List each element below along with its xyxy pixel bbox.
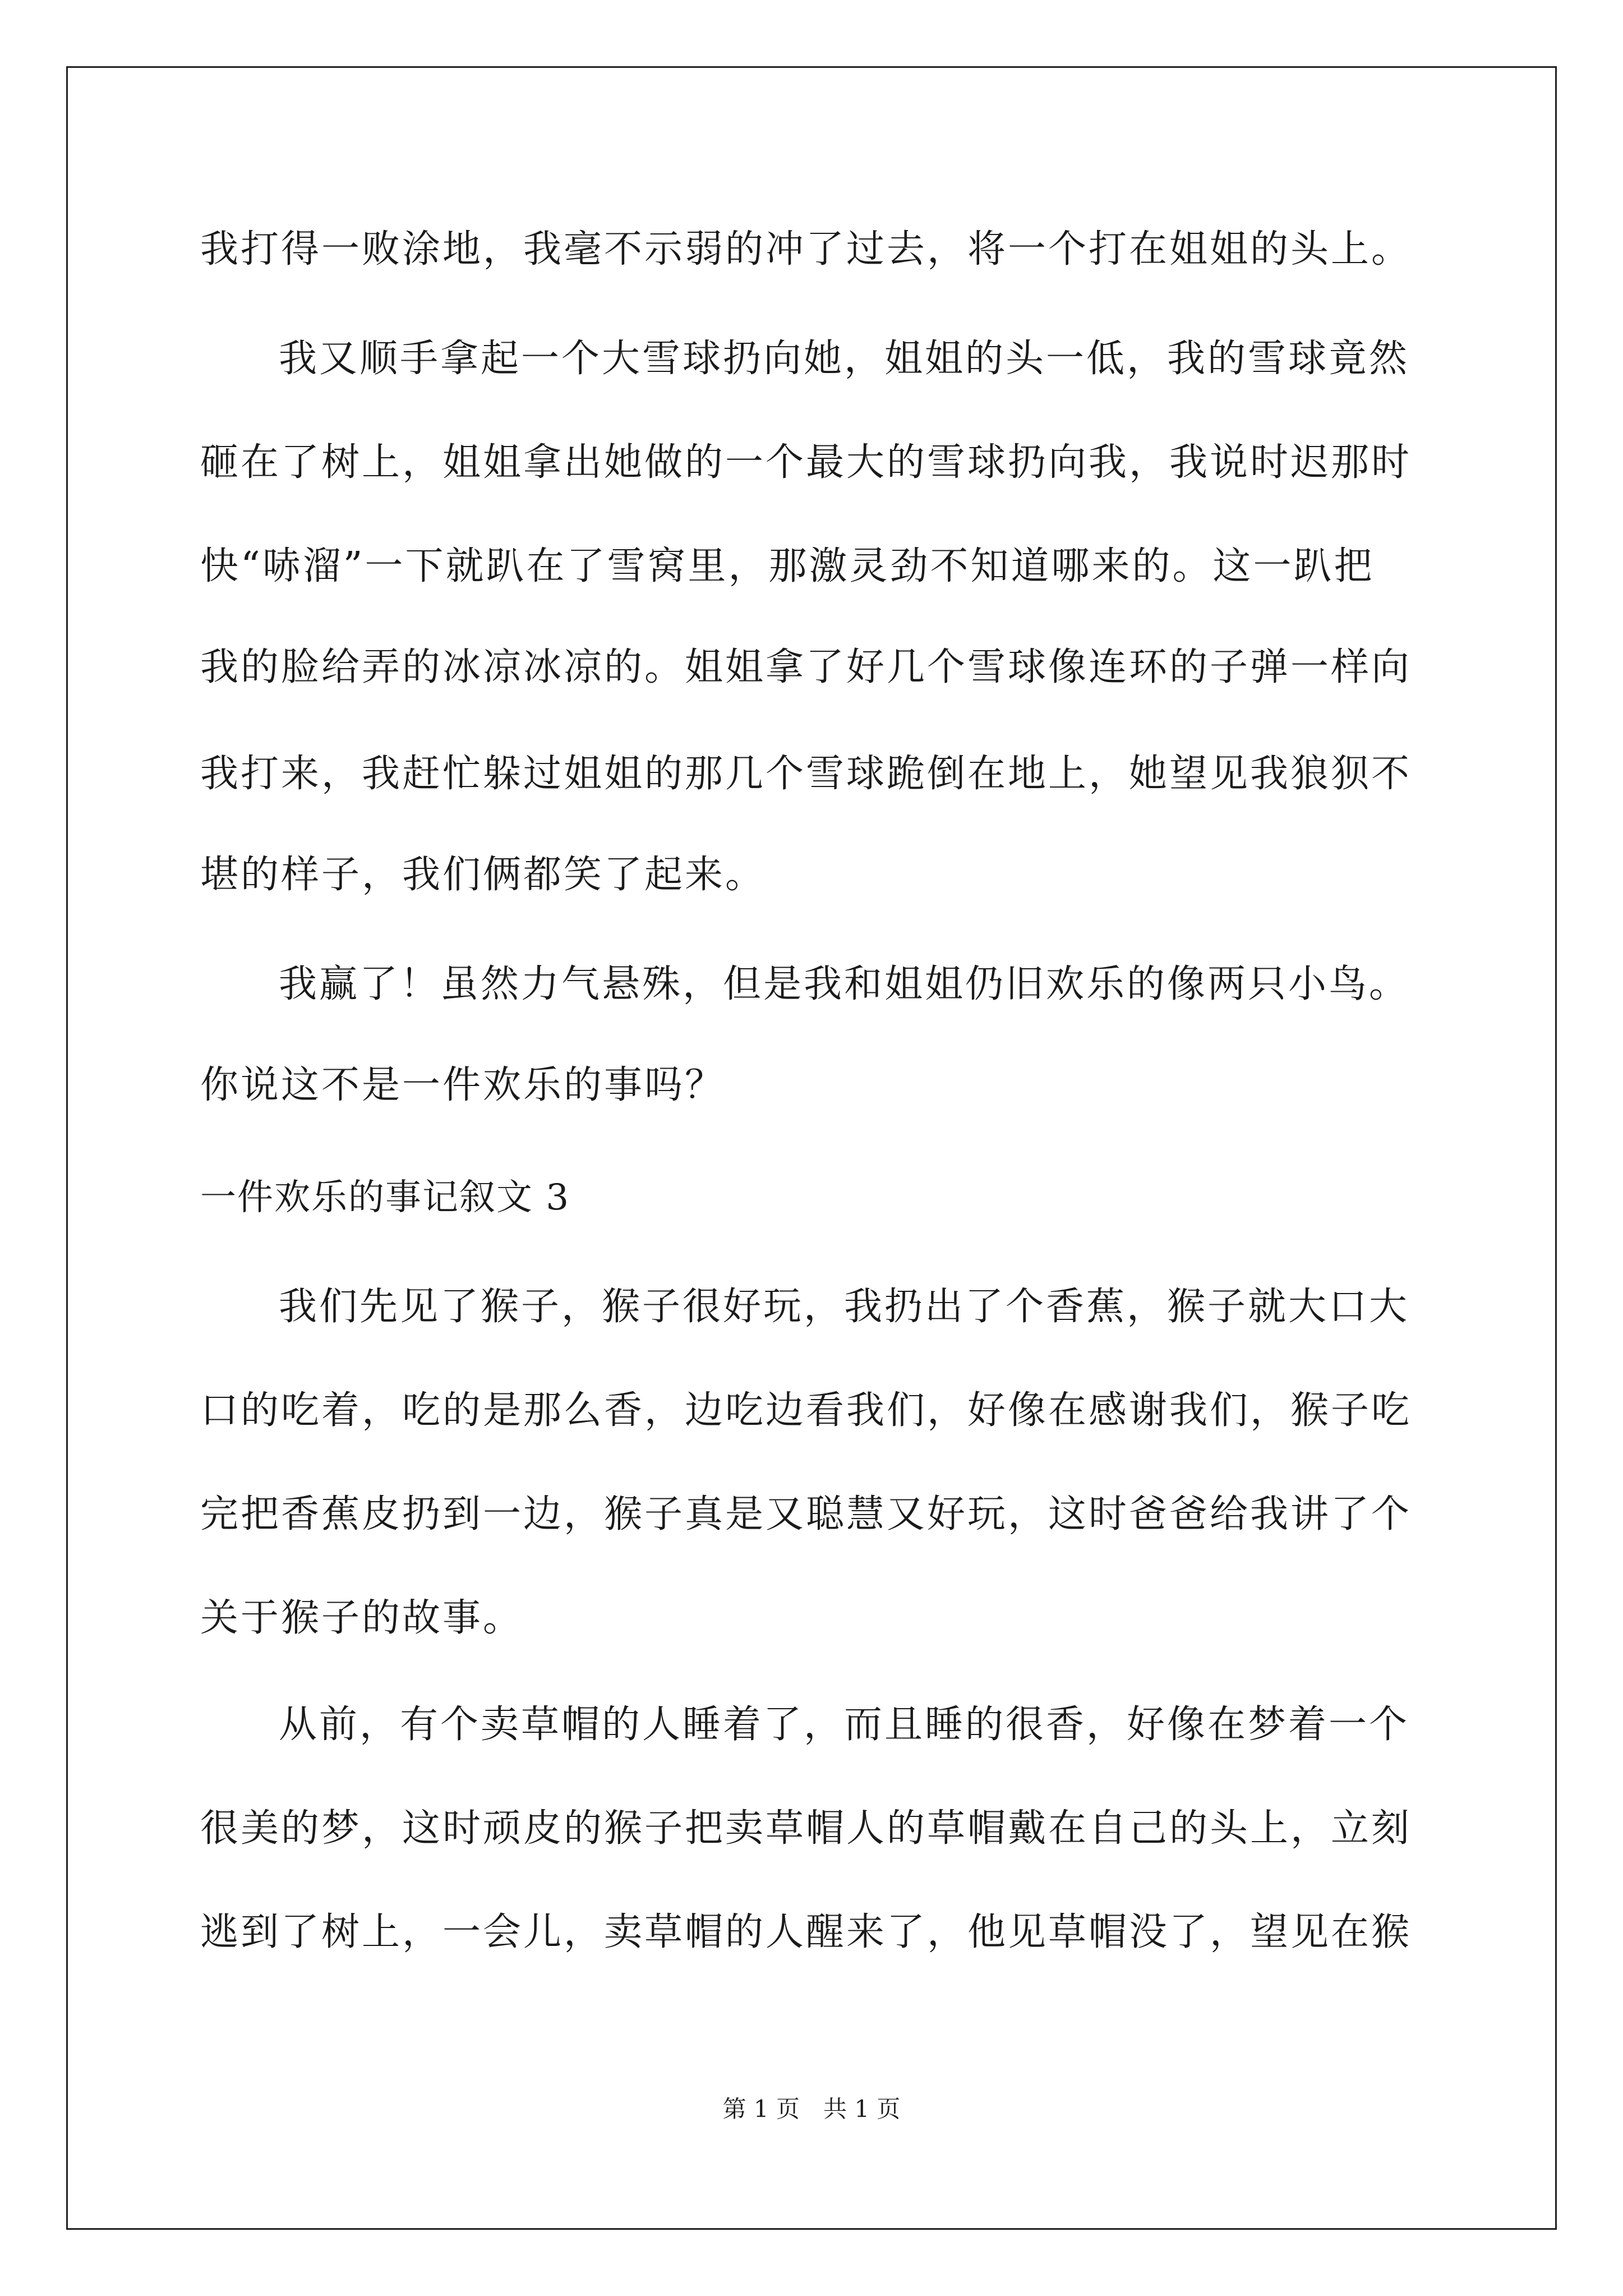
body-line: 你说这不是一件欢乐的事吗？ bbox=[200, 1063, 726, 1107]
body-line: 我打得一败涂地，我毫不示弱的冲了过去，将一个打在姐姐的头上。 bbox=[200, 227, 1412, 272]
body-line: 我的脸给弄的冰凉冰凉的。姐姐拿了好几个雪球像连环的子弹一样向 bbox=[200, 645, 1412, 689]
body-line: 我打来，我赶忙躲过姐姐的那几个雪球跪倒在地上，她望见我狼狈不 bbox=[200, 752, 1412, 796]
body-line: 完把香蕉皮扔到一边，猴子真是又聪慧又好玩，这时爸爸给我讲了个 bbox=[200, 1492, 1412, 1536]
paragraph-first-line: 我又顺手拿起一个大雪球扔向她，姐姐的头一低，我的雪球竟然 bbox=[279, 337, 1410, 381]
page-border bbox=[66, 66, 1557, 2230]
body-line: 口的吃着，吃的是那么香，边吃边看我们，好像在感谢我们，猴子吃 bbox=[200, 1388, 1412, 1433]
body-line: 堪的样子，我们俩都笑了起来。 bbox=[200, 853, 766, 897]
body-line: 逃到了树上，一会儿，卖草帽的人醒来了，他见草帽没了，望见在猴 bbox=[200, 1910, 1412, 1954]
body-line: 快“哧溜”一下就趴在了雪窝里，那激灵劲不知道哪来的。这一趴把 bbox=[200, 544, 1375, 588]
paragraph-first-line: 从前，有个卖草帽的人睡着了，而且睡的很香，好像在梦着一个 bbox=[279, 1703, 1410, 1747]
body-line: 砸在了树上，姐姐拿出她做的一个最大的雪球扔向我，我说时迟那时 bbox=[200, 440, 1412, 485]
paragraph-first-line: 我们先见了猴子，猴子很好玩，我扔出了个香蕉，猴子就大口大 bbox=[279, 1285, 1410, 1329]
page-number: 第 1 页 共 1 页 bbox=[722, 2095, 901, 2123]
section-heading: 一件欢乐的事记叙文 3 bbox=[200, 1177, 570, 1218]
body-line: 很美的梦，这时顽皮的猴子把卖草帽人的草帽戴在自己的头上，立刻 bbox=[200, 1806, 1412, 1851]
paragraph-first-line: 我赢了！虽然力气悬殊，但是我和姐姐仍旧欢乐的像两只小鸟。 bbox=[279, 962, 1410, 1006]
body-line: 关于猴子的故事。 bbox=[200, 1596, 524, 1640]
